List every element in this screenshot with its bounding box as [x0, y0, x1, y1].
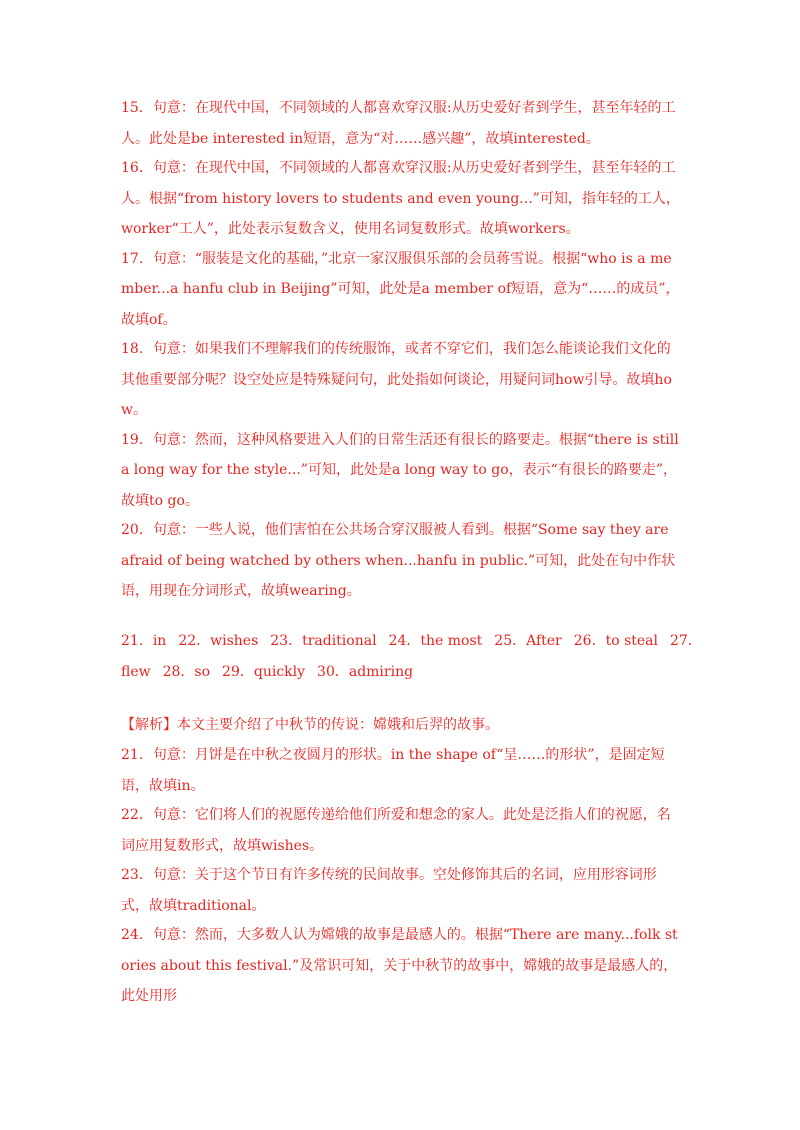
answer-key-line-1: [121, 626, 702, 657]
analysis-summary: 【解析】本文主要介绍了中秋节的传说：嫦娥和后羿的故事。: [121, 716, 499, 733]
explanation-18: 18．句意：如果我们不理解我们的传统服饰，或者不穿它们，我们怎么能谈论我们文化的其他重要部分呢？设空处应是特殊疑问句，此处指如何谈论，用疑问词how引导。故填how。: [121, 341, 672, 418]
explanation-16: 16．句意：在现代中国，不同领域的人都喜欢穿汉服:从历史爱好者到学生，甚至年轻的工人。根据“from history lovers to students and even young...”可知，指年轻的工人，worker“工人”，此处表示复数含义，使用名词复数形式。故填workers。: [121, 160, 680, 237]
explanation-17: 17．句意：“服装是文化的基础，”北京一家汉服俱乐部的会员蒋雪说。根据“who is a member...a hanfu club in Beijing”可知，此处是a member of短语，意为“……的成员”，故填of。: [121, 250, 680, 328]
explanation-21: 21．句意：月饼是在中秋之夜圆月的形状。in the shape of“呈……的形状”，是固定短语，故填in。: [121, 747, 665, 794]
explanation-15: 15．句意：在现代中国，不同领域的人都喜欢穿汉服:从历史爱好者到学生，甚至年轻的工人。此处是be interested in短语，意为“对……感兴趣”，故填interested。: [121, 100, 676, 147]
answer-key-line-2: [121, 657, 681, 688]
answer-24: 24．the most: [388, 632, 483, 649]
answer-29: 29．quickly: [222, 663, 306, 680]
explanation-22: 22．句意：它们将人们的祝愿传递给他们所爱和想念的家人。此处是泛指人们的祝愿，名词应用复数形式，故填wishes。: [121, 807, 671, 854]
explanation-19: 19．句意：然而，这种风格要进入人们的日常生活还有很长的路要走。根据“there is still a long way for the style...”可知，此处是a long way to go，表示“有很长的路要走”，故填to go。: [121, 431, 679, 509]
answer-27-number: 27．: [670, 632, 702, 649]
answer-key: [121, 626, 702, 688]
explanation-20: 20．句意：一些人说，他们害怕在公共场合穿汉服被人看到。根据“Some say they are afraid of being watched by others when...hanfu in public.”可知，此处在句中作状语，用现在分词形式，故填wearing。: [121, 522, 676, 599]
answer-22: 22．wishes: [178, 632, 259, 649]
answer-28: 28．so: [162, 663, 211, 680]
spacer: [121, 607, 681, 626]
explanation-24: 24．句意：然而，大多数人认为嫦娥的故事是最感人的。根据“There are many...folk stories about this festival.”及常识可知，关于中秋节的故事中，嫦娥的故事是最感人的，此处用形: [121, 927, 678, 1004]
answer-21: 21．in: [121, 632, 167, 649]
answer-23: 23．traditional: [270, 632, 377, 649]
answer-25: 25．After: [494, 632, 562, 649]
answer-30: 30．admiring: [317, 663, 414, 680]
document-content: [121, 93, 702, 1012]
answer-27-value: flew: [121, 663, 151, 680]
explanation-23: 23．句意：关于这个节日有许多传统的民间故事。空处修饰其后的名词，应用形容词形式，故填traditional。: [121, 867, 657, 914]
spacer: [121, 688, 681, 710]
answer-26: 26．to steal: [573, 632, 658, 649]
